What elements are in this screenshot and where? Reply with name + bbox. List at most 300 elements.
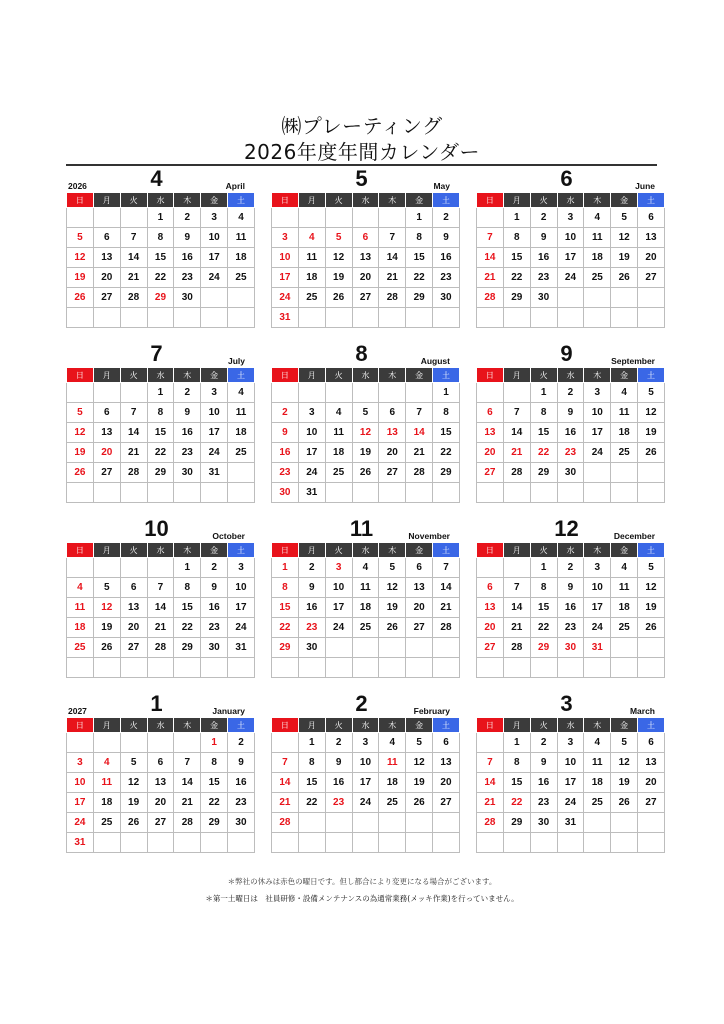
day-cell [352, 638, 379, 658]
day-cell: 12 [67, 248, 94, 268]
day-cell: 19 [638, 598, 665, 618]
day-cell: 18 [67, 618, 94, 638]
day-cell: 23 [325, 793, 352, 813]
day-cell: 28 [174, 813, 201, 833]
day-cell: 4 [584, 208, 611, 228]
day-cell: 5 [611, 733, 638, 753]
day-cell: 10 [201, 403, 228, 423]
day-cell: 28 [379, 288, 406, 308]
day-cell: 17 [201, 423, 228, 443]
day-cell: 7 [120, 403, 147, 423]
day-cell: 25 [352, 618, 379, 638]
weekday-header: 金 [406, 718, 433, 733]
weekday-header: 土 [433, 543, 460, 558]
weekday-header: 水 [557, 543, 584, 558]
day-cell: 30 [174, 288, 201, 308]
day-cell: 29 [503, 813, 530, 833]
day-cell: 11 [584, 753, 611, 773]
day-cell: 6 [638, 733, 665, 753]
weekday-header: 火 [120, 193, 147, 208]
day-cell: 3 [352, 733, 379, 753]
week-row [272, 248, 460, 268]
month-calendar [66, 691, 247, 853]
day-cell: 4 [228, 383, 255, 403]
day-cell: 17 [67, 793, 94, 813]
weekday-header: 金 [406, 368, 433, 383]
day-cell [93, 483, 120, 503]
day-cell: 18 [584, 773, 611, 793]
weekday-header: 月 [503, 718, 530, 733]
weekday-header: 木 [584, 193, 611, 208]
day-cell: 19 [611, 248, 638, 268]
day-cell [584, 288, 611, 308]
day-cell [352, 208, 379, 228]
week-row [477, 248, 665, 268]
weekday-header: 木 [584, 543, 611, 558]
day-cell: 27 [120, 638, 147, 658]
day-cell: 13 [147, 773, 174, 793]
day-cell: 18 [611, 423, 638, 443]
day-cell: 27 [93, 463, 120, 483]
week-row [477, 383, 665, 403]
day-cell [638, 658, 665, 678]
day-cell: 2 [557, 558, 584, 578]
week-row [272, 793, 460, 813]
month-header [476, 341, 657, 367]
day-cell: 15 [530, 598, 557, 618]
month-table [271, 542, 460, 678]
weekday-header: 水 [352, 543, 379, 558]
day-cell: 31 [201, 463, 228, 483]
day-cell [406, 813, 433, 833]
day-cell: 2 [433, 208, 460, 228]
weekday-header: 金 [406, 193, 433, 208]
day-cell [503, 383, 530, 403]
day-cell: 13 [120, 598, 147, 618]
day-cell: 30 [557, 638, 584, 658]
day-cell: 3 [584, 558, 611, 578]
weekday-header: 木 [584, 718, 611, 733]
day-cell: 12 [120, 773, 147, 793]
day-cell: 18 [352, 598, 379, 618]
day-cell [120, 733, 147, 753]
day-cell: 30 [201, 638, 228, 658]
day-cell: 27 [477, 463, 504, 483]
day-cell [120, 658, 147, 678]
day-cell: 4 [352, 558, 379, 578]
day-cell: 23 [433, 268, 460, 288]
day-cell: 30 [433, 288, 460, 308]
day-cell: 13 [352, 248, 379, 268]
week-row [477, 598, 665, 618]
day-cell [120, 383, 147, 403]
weekday-header: 水 [352, 193, 379, 208]
day-cell: 5 [638, 558, 665, 578]
weekday-header: 水 [147, 193, 174, 208]
month-table [66, 717, 255, 853]
day-cell: 17 [228, 598, 255, 618]
week-row [272, 308, 460, 328]
week-row [67, 638, 255, 658]
day-cell [433, 813, 460, 833]
day-cell [228, 288, 255, 308]
day-cell: 2 [201, 558, 228, 578]
day-cell: 9 [298, 578, 325, 598]
week-row [67, 228, 255, 248]
day-cell [584, 813, 611, 833]
day-cell [406, 483, 433, 503]
day-cell: 15 [298, 773, 325, 793]
company-name: ㈱プレーティング [281, 114, 443, 138]
day-cell: 26 [120, 813, 147, 833]
day-cell [433, 308, 460, 328]
day-cell: 23 [174, 443, 201, 463]
day-cell: 10 [584, 403, 611, 423]
day-cell: 30 [557, 463, 584, 483]
week-row [477, 813, 665, 833]
day-cell: 10 [228, 578, 255, 598]
month-header [271, 341, 452, 367]
day-cell: 5 [406, 733, 433, 753]
week-row [67, 733, 255, 753]
day-cell: 20 [147, 793, 174, 813]
weekday-header: 土 [228, 193, 255, 208]
day-cell [298, 813, 325, 833]
day-cell: 9 [174, 403, 201, 423]
day-cell [530, 308, 557, 328]
day-cell: 3 [298, 403, 325, 423]
month-table [66, 192, 255, 328]
day-cell [638, 833, 665, 853]
week-row [67, 308, 255, 328]
day-cell [557, 308, 584, 328]
day-cell: 9 [530, 228, 557, 248]
month-name: October [212, 531, 245, 541]
day-cell: 8 [147, 403, 174, 423]
day-cell: 19 [379, 598, 406, 618]
day-cell: 5 [379, 558, 406, 578]
month-calendar [476, 166, 657, 328]
day-cell: 28 [272, 813, 299, 833]
day-cell: 7 [433, 558, 460, 578]
day-cell: 29 [406, 288, 433, 308]
weekday-header: 木 [379, 543, 406, 558]
month-name: February [413, 706, 450, 716]
day-cell: 9 [272, 423, 299, 443]
day-cell [638, 308, 665, 328]
day-cell: 28 [406, 463, 433, 483]
weekday-header-row [272, 718, 460, 733]
day-cell: 5 [325, 228, 352, 248]
day-cell [147, 733, 174, 753]
day-cell: 28 [503, 638, 530, 658]
day-cell: 25 [611, 443, 638, 463]
day-cell: 27 [379, 463, 406, 483]
day-cell: 18 [228, 248, 255, 268]
day-cell: 18 [584, 248, 611, 268]
week-row [272, 638, 460, 658]
day-cell: 26 [611, 268, 638, 288]
day-cell: 14 [174, 773, 201, 793]
day-cell: 13 [433, 753, 460, 773]
week-row [272, 403, 460, 423]
day-cell: 29 [530, 638, 557, 658]
day-cell: 20 [477, 618, 504, 638]
day-cell [67, 383, 94, 403]
year-label: 2026 [68, 181, 87, 191]
week-row [477, 638, 665, 658]
day-cell: 13 [638, 228, 665, 248]
day-cell: 25 [584, 793, 611, 813]
day-cell: 24 [352, 793, 379, 813]
day-cell: 19 [67, 268, 94, 288]
day-cell: 17 [201, 248, 228, 268]
day-cell: 20 [638, 248, 665, 268]
day-cell [298, 308, 325, 328]
year-label: 2027 [68, 706, 87, 716]
day-cell: 21 [120, 268, 147, 288]
day-cell: 27 [638, 793, 665, 813]
day-cell [638, 463, 665, 483]
day-cell: 24 [201, 443, 228, 463]
day-cell [406, 658, 433, 678]
day-cell [584, 833, 611, 853]
month-table [271, 367, 460, 503]
weekday-header: 木 [379, 718, 406, 733]
day-cell [611, 833, 638, 853]
weekday-header: 日 [477, 193, 504, 208]
day-cell: 29 [272, 638, 299, 658]
day-cell: 24 [557, 793, 584, 813]
day-cell: 26 [352, 463, 379, 483]
day-cell: 11 [67, 598, 94, 618]
day-cell: 1 [174, 558, 201, 578]
day-cell: 2 [272, 403, 299, 423]
day-cell: 26 [67, 463, 94, 483]
day-cell: 28 [120, 288, 147, 308]
month-number: 5 [355, 166, 368, 191]
day-cell: 6 [433, 733, 460, 753]
week-row [67, 773, 255, 793]
day-cell [325, 483, 352, 503]
day-cell [298, 383, 325, 403]
day-cell: 22 [503, 793, 530, 813]
month-table [271, 192, 460, 328]
month-number: 9 [560, 341, 573, 366]
weekday-header-row [67, 368, 255, 383]
day-cell: 23 [530, 268, 557, 288]
weekday-header: 水 [557, 718, 584, 733]
day-cell [584, 463, 611, 483]
month-header [66, 341, 247, 367]
day-cell: 11 [93, 773, 120, 793]
day-cell: 25 [325, 463, 352, 483]
week-row [272, 733, 460, 753]
week-row [477, 578, 665, 598]
day-cell: 20 [638, 773, 665, 793]
day-cell: 3 [272, 228, 299, 248]
weekday-header: 火 [530, 543, 557, 558]
weekday-header-row [477, 193, 665, 208]
day-cell: 1 [147, 383, 174, 403]
week-row [272, 578, 460, 598]
weekday-header: 土 [433, 193, 460, 208]
day-cell [272, 658, 299, 678]
weekday-header-row [477, 718, 665, 733]
day-cell [406, 638, 433, 658]
weekday-header: 日 [67, 543, 94, 558]
weekday-header: 土 [638, 368, 665, 383]
day-cell [584, 483, 611, 503]
day-cell: 16 [174, 423, 201, 443]
month-table [66, 367, 255, 503]
day-cell: 15 [201, 773, 228, 793]
weekday-header: 金 [611, 718, 638, 733]
day-cell [93, 733, 120, 753]
day-cell: 30 [272, 483, 299, 503]
day-cell [557, 833, 584, 853]
day-cell: 28 [477, 288, 504, 308]
month-header [66, 166, 247, 192]
day-cell: 19 [325, 268, 352, 288]
day-cell: 26 [638, 443, 665, 463]
day-cell [325, 383, 352, 403]
week-row [477, 228, 665, 248]
day-cell: 5 [638, 383, 665, 403]
day-cell: 24 [557, 268, 584, 288]
month-calendar [66, 516, 247, 678]
day-cell [433, 833, 460, 853]
day-cell: 13 [93, 423, 120, 443]
weekday-header: 月 [298, 368, 325, 383]
week-row [477, 558, 665, 578]
day-cell: 3 [325, 558, 352, 578]
day-cell: 16 [228, 773, 255, 793]
day-cell: 25 [379, 793, 406, 813]
day-cell: 5 [352, 403, 379, 423]
day-cell: 27 [433, 793, 460, 813]
month-number: 11 [349, 516, 374, 541]
day-cell: 24 [584, 443, 611, 463]
day-cell [93, 658, 120, 678]
weekday-header: 日 [272, 368, 299, 383]
day-cell: 15 [433, 423, 460, 443]
day-cell: 12 [379, 578, 406, 598]
day-cell: 22 [201, 793, 228, 813]
day-cell: 9 [228, 753, 255, 773]
day-cell: 23 [530, 793, 557, 813]
day-cell: 25 [93, 813, 120, 833]
day-cell [477, 833, 504, 853]
day-cell: 5 [67, 228, 94, 248]
weekday-header: 木 [174, 718, 201, 733]
weekday-header: 金 [201, 193, 228, 208]
weekday-header: 土 [228, 543, 255, 558]
week-row [272, 833, 460, 853]
day-cell: 31 [557, 813, 584, 833]
day-cell: 6 [147, 753, 174, 773]
day-cell: 15 [503, 248, 530, 268]
day-cell: 3 [557, 733, 584, 753]
day-cell: 5 [93, 578, 120, 598]
day-cell: 26 [379, 618, 406, 638]
month-name: August [420, 356, 450, 366]
day-cell: 22 [530, 618, 557, 638]
day-cell: 31 [228, 638, 255, 658]
weekday-header: 月 [298, 543, 325, 558]
day-cell: 6 [93, 403, 120, 423]
day-cell: 16 [530, 248, 557, 268]
day-cell: 21 [147, 618, 174, 638]
day-cell: 14 [379, 248, 406, 268]
month-header [476, 691, 657, 717]
day-cell: 21 [272, 793, 299, 813]
day-cell: 17 [272, 268, 299, 288]
week-row [67, 383, 255, 403]
day-cell: 7 [503, 578, 530, 598]
day-cell [325, 813, 352, 833]
day-cell [201, 288, 228, 308]
weekday-header: 火 [120, 718, 147, 733]
day-cell: 18 [93, 793, 120, 813]
week-row [67, 268, 255, 288]
day-cell [584, 308, 611, 328]
day-cell: 6 [352, 228, 379, 248]
day-cell: 24 [584, 618, 611, 638]
day-cell [503, 483, 530, 503]
day-cell: 4 [584, 733, 611, 753]
weekday-header: 火 [325, 368, 352, 383]
weekday-header: 日 [67, 718, 94, 733]
day-cell: 21 [477, 793, 504, 813]
day-cell: 19 [67, 443, 94, 463]
day-cell [67, 208, 94, 228]
month-header [271, 516, 452, 542]
day-cell: 10 [67, 773, 94, 793]
day-cell [67, 558, 94, 578]
day-cell: 13 [477, 423, 504, 443]
weekday-header: 金 [611, 193, 638, 208]
day-cell: 28 [147, 638, 174, 658]
weekday-header: 水 [147, 543, 174, 558]
day-cell [67, 483, 94, 503]
day-cell: 21 [503, 443, 530, 463]
day-cell: 8 [503, 753, 530, 773]
day-cell: 8 [298, 753, 325, 773]
week-row [477, 268, 665, 288]
day-cell: 26 [406, 793, 433, 813]
saturday-note: ＊第一土曜日は 社員研修・設備メンテナンスの為通常業務(メッキ作業)を行っていません。 [205, 894, 519, 903]
day-cell: 16 [433, 248, 460, 268]
month-calendar [271, 516, 452, 678]
day-cell: 21 [406, 443, 433, 463]
day-cell: 12 [638, 403, 665, 423]
day-cell [584, 658, 611, 678]
day-cell [638, 813, 665, 833]
week-row [67, 443, 255, 463]
day-cell [379, 483, 406, 503]
day-cell: 5 [67, 403, 94, 423]
week-row [477, 753, 665, 773]
day-cell: 24 [325, 618, 352, 638]
day-cell: 26 [93, 638, 120, 658]
day-cell: 16 [325, 773, 352, 793]
day-cell: 9 [557, 578, 584, 598]
day-cell [147, 658, 174, 678]
weekday-header: 火 [325, 718, 352, 733]
day-cell: 3 [67, 753, 94, 773]
day-cell: 2 [298, 558, 325, 578]
